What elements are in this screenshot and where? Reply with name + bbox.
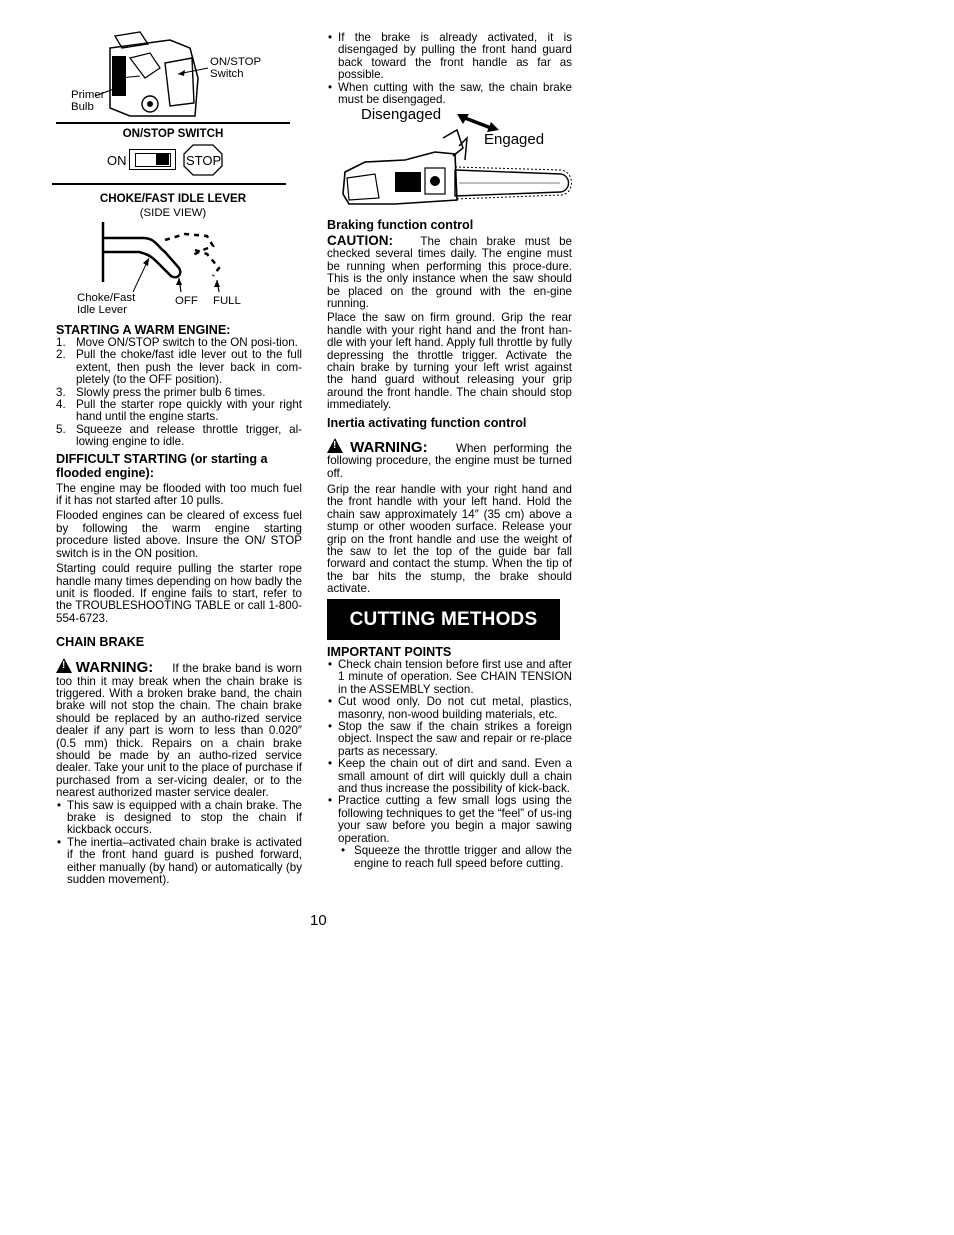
difficult-paragraph-1: The engine may be flooded with too much fuel if it has not started after 10 pulls.: [56, 481, 302, 508]
choke-subheading: (SIDE VIEW): [139, 207, 207, 219]
left-column: [56, 323, 302, 886]
inertia-heading: Inertia activating function control: [327, 415, 527, 430]
divider-rule: [52, 183, 286, 185]
difficult-paragraph-3: Starting could require pulling the starter rope handle many times depending on how badly the unit is flooded. If engine fails to start, refer to the TROUBLESHOOTING TABLE or call 1-800-554-6723.: [56, 562, 302, 625]
inertia-paragraph-2: Grip the rear handle with your right hand and the front handle with your left hand. Hold the chain saw approximately 14″ (35 cm) above a stump or other wooden surface. Release your grip on the front handle and use the weight of the saw to let the top of the guide bar fall forward and contact the stump. When the tip of the bar hits the stump, the brake should activate.: [327, 482, 572, 596]
caution-label: CAUTION:: [327, 233, 393, 248]
important-points: [327, 645, 572, 870]
braking-caution: [327, 235, 572, 310]
right-top-bullets: [327, 32, 572, 106]
list-item: • Check chain tension before first use and after 1 minute of operation. See CHAIN TENSION in the ASSEMBLY section.: [328, 658, 572, 696]
list-item: 3. Slowly press the primer bulb 6 times.: [56, 385, 266, 399]
inertia-warning: [327, 438, 572, 480]
disengaged-label: Disengaged: [361, 106, 442, 123]
list-item: • If the brake is already activated, it is disengaged by pulling the front hand guard back toward the front handle as far as possible.: [328, 31, 572, 82]
warning-triangle-icon: [327, 438, 343, 453]
list-item: • When cutting with the saw, the chain brake must be disengaged.: [328, 80, 572, 107]
toggle-switch-icon: [129, 149, 176, 170]
on-label: ON: [107, 153, 127, 168]
choke-lever-figure: [95, 220, 235, 292]
important-points-list: [327, 659, 572, 845]
divider-rule: [56, 122, 290, 124]
warning-label: WARNING:: [75, 659, 154, 677]
warning-text: When performing the following procedure, the engine must be turned off.: [327, 441, 573, 480]
list-item: • Stop the saw if the chain strikes a foreign object. Inspect the saw and repair or re-place parts as necessary.: [328, 720, 572, 758]
list-item: 1. Move ON/STOP switch to the ON posi-tion.: [56, 336, 298, 349]
warning-text: If the brake band is worn too thin it may break when the chain brake is triggered. With a broken brake band, the chain brake will not stop the chain. The chain brake should be replaced by an autho-rized service dealer if any part is worn to less than 0.020″ (0.5 mm) thick. Repairs on a chain brake should be made by an autho-rized service dealer. Take your unit to the place of purchase if purchased from a ser-vicing dealer, or to the nearest authorized master service dealer.: [56, 662, 302, 800]
list-item: • Squeeze the throttle trigger and allow the engine to reach full speed before cutting.: [341, 844, 572, 870]
stop-octagon-icon: [183, 144, 223, 176]
warning-triangle-icon: [56, 658, 72, 673]
page-number: 10: [310, 912, 327, 929]
list-item: 2. Pull the choke/fast idle lever out to the full extent, then push the lever back in com-pletely (to the OFF position).: [56, 348, 302, 387]
cutting-methods-banner: [327, 599, 560, 640]
list-item: 4. Pull the starter rope quickly with your right hand until the engine starts.: [56, 398, 302, 424]
right-column: [327, 218, 572, 596]
braking-paragraph-2: Place the saw on firm ground. Grip the rear handle with your right hand and the front han-dle with your left hand. Apply full throttle by fully depressing the throttle trigger. Activate the chain brake by turning your left wrist against the hand guard without releasing your grip around the front handle. The chain should stop immediately.: [327, 311, 572, 412]
chain-brake-warning: [56, 658, 302, 799]
braking-function-heading: Braking function control: [327, 218, 474, 232]
list-item: 5. Squeeze and release throttle trigger, al-lowing engine to idle.: [56, 422, 302, 449]
onstop-callout-label: ON/STOP Switch: [210, 56, 262, 81]
primer-callout-label: Primer Bulb: [71, 89, 105, 114]
important-points-heading: IMPORTANT POINTS: [327, 645, 452, 659]
chain-brake-figure: [335, 108, 575, 218]
warm-engine-steps: [56, 337, 302, 449]
stop-label: STOP: [186, 153, 222, 168]
onstop-switch-heading: ON/STOP SWITCH: [122, 127, 224, 140]
choke-heading: CHOKE/FAST IDLE LEVER: [99, 192, 247, 205]
chain-brake-heading: CHAIN BRAKE: [56, 635, 145, 650]
chain-brake-bullets: [56, 800, 302, 887]
warning-label: WARNING:: [350, 438, 428, 456]
warm-engine-heading: STARTING A WARM ENGINE:: [56, 323, 231, 337]
list-item: • Keep the chain out of dirt and sand. Even a small amount of dirt will quickly dull a chain and thus increase the possibility of kick-back.: [328, 757, 572, 796]
difficult-starting-heading: DIFFICULT STARTING (or starting a flooded engine):: [56, 451, 268, 480]
important-points-sublist: [327, 845, 572, 870]
cutting-methods-title: CUTTING METHODS: [349, 608, 538, 630]
engaged-label: Engaged: [484, 131, 545, 148]
choke-full-label: FULL: [213, 295, 241, 307]
choke-lever-label: Choke/Fast Idle Lever: [77, 292, 136, 317]
difficult-paragraph-2: Flooded engines can be cleared of excess fuel by following the warm engine starting procedure listed above. Insure the ON/ STOP switch is in the ON position.: [56, 509, 302, 560]
list-item: • This saw is equipped with a chain brake. The brake is designed to stop the chain if kickback occurs.: [57, 798, 302, 837]
list-item: • Practice cutting a few small logs using the following techniques to get the “feel” of us-ing your saw before you begin a major sawing operation.: [328, 794, 572, 845]
list-item: • The inertia–activated chain brake is activated if the front hand guard is pushed forward, either manually (by hand) or automatically (by sudden movement).: [57, 835, 302, 887]
caution-text: The chain brake must be checked several times daily. The engine must be running when performing this proce-dure. This is the only instance when the saw should be placed on the ground with the en-gine running.: [327, 235, 572, 311]
onstop-switch-figure: [105, 144, 235, 178]
list-item: • Cut wood only. Do not cut metal, plastics, masonry, non-wood building materials, etc.: [328, 695, 572, 721]
choke-off-label: OFF: [175, 295, 198, 307]
